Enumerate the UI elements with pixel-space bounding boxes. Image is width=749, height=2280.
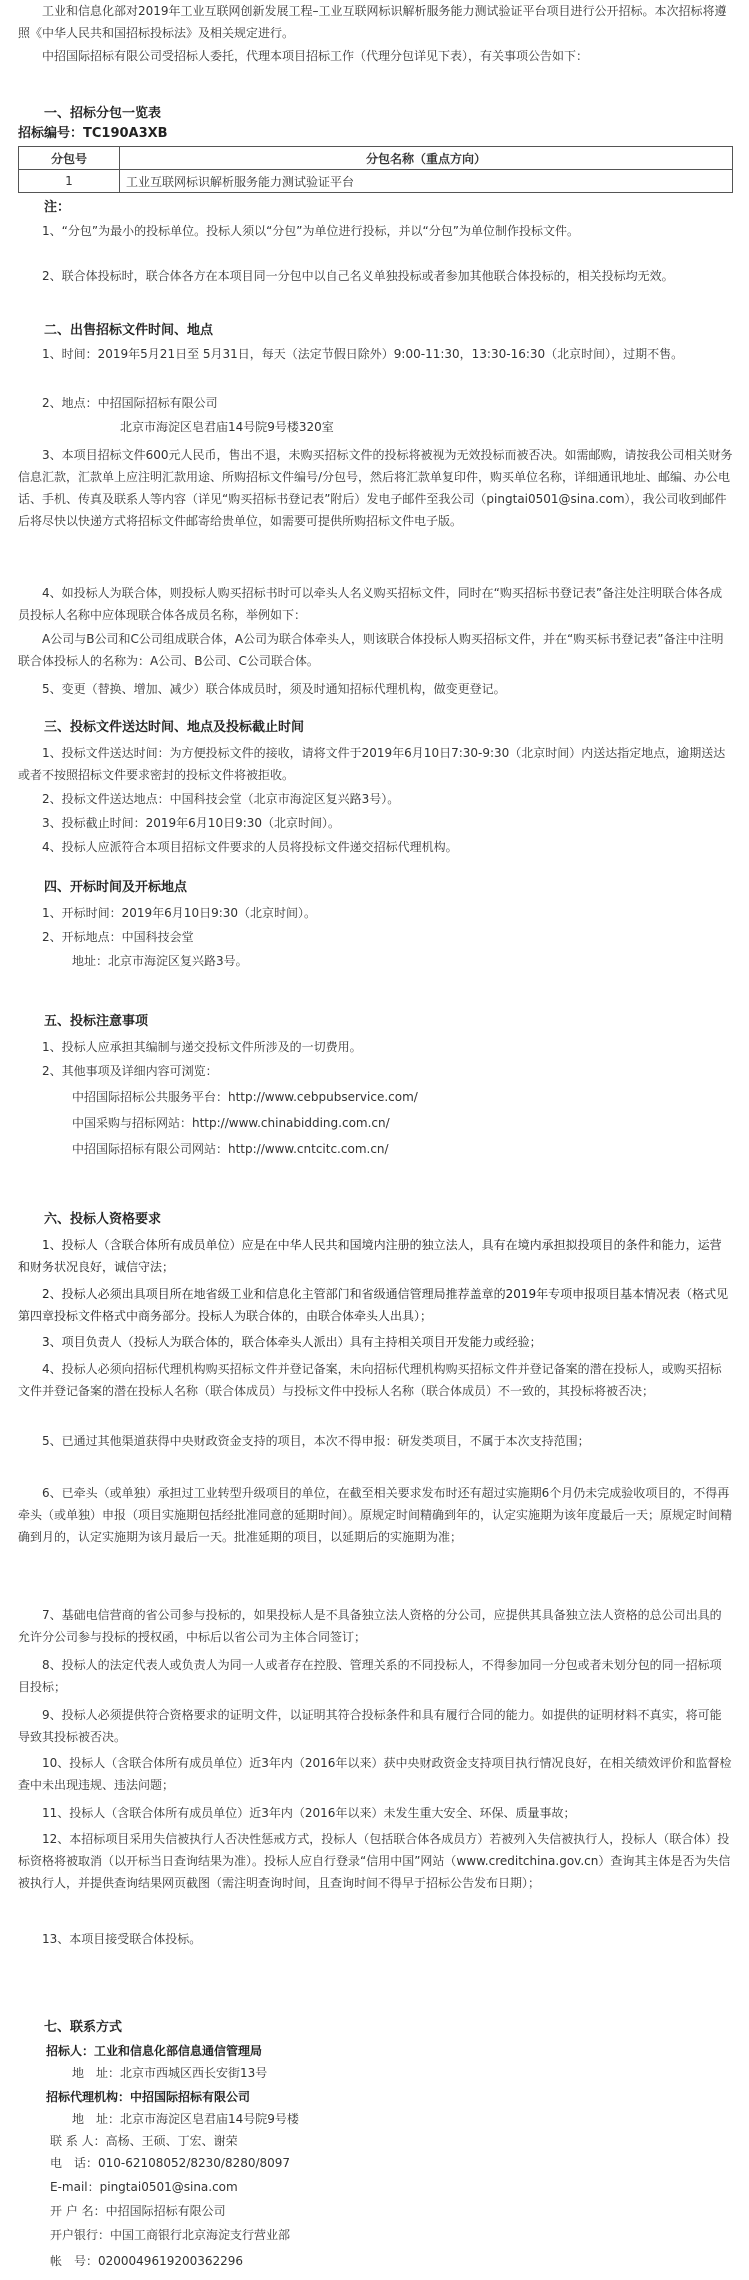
section-6-item: 1、投标人（含联合体所有成员单位）应是在中华人民共和国境内注册的独立法人，具有在境内承担拟投项目的条件和能力，运营和财务状况良好，诚信守法； (18, 1238, 722, 1274)
section-6-item: 2、投标人必须出具项目所在地省级工业和信息化主管部门和省级通信管理局推荐盖章的2019年专项申报项目基本情况表（格式见第四章投标文件格式中商务部分。投标人为联合体的，由联合体牵头人出具）； (18, 1287, 729, 1323)
agency-label: 招标代理机构：中招国际招标有限公司 (46, 2090, 251, 2104)
section-1-title: 一、招标分包一览表 (44, 106, 162, 121)
section-4-item: 1、开标时间：2019年6月10日9:30（北京时间）。 (42, 906, 317, 920)
website-link[interactable]: 中招国际招标公共服务平台：http://www.cebpubservice.com/ (72, 1090, 418, 1104)
tenderer-address: 地 址：北京市西城区西长安街13号 (72, 2066, 268, 2080)
note-item: 2、联合体投标时，联合体各方在本项目同一分包中以自己名义单独投标或者参加其他联合体投标的，相关投标均无效。 (42, 269, 674, 283)
section-6-item: 13、本项目接受联合体投标。 (42, 1932, 202, 1946)
agency-account-name: 开 户 名：中招国际招标有限公司 (50, 2204, 226, 2218)
section-3-item: 2、投标文件送达地点：中国科技会堂（北京市海淀区复兴路3号）。 (42, 792, 400, 806)
table-header-cell: 分包名称（重点方向） (120, 147, 733, 170)
package-table (18, 146, 733, 193)
tenderer-label: 招标人：工业和信息化部信息通信管理局 (46, 2044, 263, 2058)
intro-paragraph-2: 中招国际招标有限公司受招标人委托，代理本项目招标工作（代理分包详见下表），有关事项公告如下： (42, 49, 589, 63)
section-2-item: 5、变更（替换、增加、减少）联合体成员时，须及时通知招标代理机构，做变更登记。 (42, 682, 506, 696)
note-item: 1、“分包”为最小的投标单位。投标人须以“分包”为单位进行投标，并以“分包”为单位制作投标文件。 (42, 224, 579, 238)
section-6-item: 4、投标人必须向招标代理机构购买招标文件并登记备案，未向招标代理机构购买招标文件并登记备案的潜在投标人，或购买招标文件并登记备案的潜在投标人名称（联合体成员）与投标文件中投标人名称（联合体成员）不一致的，其投标将被否决； (18, 1362, 722, 1398)
section-2-item: 2、地点：中招国际招标有限公司 (42, 396, 218, 410)
website-link[interactable]: 中招国际招标有限公司网站：http://www.cntcitc.com.cn/ (72, 1142, 389, 1156)
bid-number: 招标编号：TC190A3XB (18, 126, 168, 141)
section-2-item: A公司与B公司和C公司组成联合体，A公司为联合体牵头人，则该联合体投标人购买招标文件，并在“购买标书登记表”备注中注明联合体投标人的名称为：A公司、B公司、C公司联合体。 (18, 632, 724, 668)
section-3-title: 三、投标文件送达时间、地点及投标截止时间 (44, 720, 305, 735)
notes-title: 注： (44, 200, 71, 215)
table-header-row (19, 147, 733, 170)
section-6-item: 11、投标人（含联合体所有成员单位）近3年内（2016年以来）未发生重大安全、环保、质量事故； (42, 1806, 576, 1820)
section-4-title: 四、开标时间及开标地点 (44, 880, 188, 895)
section-3-item: 4、投标人应派符合本项目招标文件要求的人员将投标文件递交招标代理机构。 (42, 840, 458, 854)
section-5-title: 五、投标注意事项 (44, 1014, 149, 1029)
section-6-item: 3、项目负责人（投标人为联合体的，联合体牵头人派出）具有主持相关项目开发能力或经验； (42, 1335, 542, 1349)
section-2-title: 二、出售招标文件时间、地点 (44, 323, 214, 338)
section-6-item: 12、本招标项目采用失信被执行人否决性惩戒方式，投标人（包括联合体各成员方）若被列入失信被执行人，投标人（联合体）投标资格将被取消（以开标当日查询结果为准）。投标人应自行登录“信用中国”网站（www.creditchina.gov.cn）查询其主体是否为失信被执行人，并提供查询结果网页截图（需注明查询时间，且查询时间不得早于招标公告发布日期）； (18, 1832, 731, 1890)
agency-bank: 开户银行：中国工商银行北京海淀支行营业部 (50, 2228, 291, 2242)
table-header-cell: 分包号 (19, 147, 120, 170)
agency-email[interactable]: E-mail：pingtai0501@sina.com (50, 2180, 238, 2194)
section-6-item: 7、基础电信营商的省公司参与投标的，如果投标人是不具备独立法人资格的分公司，应提供其具备独立法人资格的总公司出具的允许分公司参与投标的授权函，中标后以省公司为主体合同签订； (18, 1608, 722, 1644)
table-cell: 1 (19, 170, 120, 193)
section-6-title: 六、投标人资格要求 (44, 1212, 162, 1227)
website-link[interactable]: 中国采购与招标网站：http://www.chinabidding.com.cn/ (72, 1116, 390, 1130)
section-5-item: 2、其他事项及详细内容可浏览： (42, 1064, 218, 1078)
section-2-item: 1、时间：2019年5月21日至 5月31日，每天（法定节假日除外）9:00-11:30，13:30-16:30（北京时间），过期不售。 (42, 347, 684, 361)
agency-address: 地 址：北京市海淀区皂君庙14号院9号楼 (72, 2112, 299, 2126)
section-4-item: 2、开标地点：中国科技会堂 (42, 930, 194, 944)
section-6-item: 5、已通过其他渠道获得中央财政资金支持的项目，本次不得申报：研发类项目，不属于本次支持范围； (42, 1434, 590, 1448)
section-3-item: 3、投标截止时间：2019年6月10日9:30（北京时间）。 (42, 816, 341, 830)
agency-phone: 电 话：010-62108052/8230/8280/8097 (50, 2156, 291, 2170)
table-row (19, 170, 733, 193)
section-5-item: 1、投标人应承担其编制与递交投标文件所涉及的一切费用。 (42, 1040, 362, 1054)
section-4-item: 地址：北京市海淀区复兴路3号。 (72, 954, 248, 968)
section-2-item: 北京市海淀区皂君庙14号院9号楼320室 (120, 420, 334, 434)
section-6-item: 6、已牵头（或单独）承担过工业转型升级项目的单位，在截至相关要求发布时还有超过实施期6个月仍未完成验收项目的，不得再牵头（或单独）申报（项目实施期包括经批准同意的延期时间）。原规定时间精确到年的，认定实施期为该年度最后一天；原规定时间精确到月的，认定实施期为该月最后一天。批准延期的项目，以延期后的实施期为准； (18, 1486, 733, 1544)
section-6-item: 9、投标人必须提供符合资格要求的证明文件，以证明其符合投标条件和具有履行合同的能力。如提供的证明材料不真实，将可能导致其投标被否决。 (18, 1708, 722, 1744)
intro-paragraph-1: 工业和信息化部对2019年工业互联网创新发展工程–工业互联网标识解析服务能力测试验证平台项目进行公开招标。本次招标将遵照《中华人民共和国招标投标法》及相关规定进行。 (18, 4, 727, 40)
section-6-item: 10、投标人（含联合体所有成员单位）近3年内（2016年以来）获中央财政资金支持项目执行情况良好，在相关绩效评价和监督检查中未出现违规、违法问题； (18, 1756, 732, 1792)
table-cell: 工业互联网标识解析服务能力测试验证平台 (120, 170, 733, 193)
section-2-item: 3、本项目招标文件600元人民币，售出不退，未购买招标文件的投标将被视为无效投标而被否决。如需邮购，请按我公司相关财务信息汇款，汇款单上应注明汇款用途、所购招标文件编号/分包号，然后将汇款单复印件，购买单位名称，详细通讯地址、邮编、办公电话、手机、传真及联系人等内容（详见“购买招标书登记表”附后）发电子邮件至我公司（pingtai0501@sina.com），我公司收到邮件后将尽快以快递方式将招标文件邮寄给贵单位，如需要可提供所购招标文件电子版。 (18, 448, 733, 528)
section-6-item: 8、投标人的法定代表人或负责人为同一人或者存在控股、管理关系的不同投标人，不得参加同一分包或者未划分包的同一招标项目投标； (18, 1658, 722, 1694)
section-2-item: 4、如投标人为联合体，则投标人购买招标书时可以牵头人名义购买招标文件，同时在“购买招标书登记表”备注处注明联合体各成员投标人名称中应体现联合体各成员名称，举例如下： (18, 586, 723, 622)
agency-contacts: 联 系 人：高杨、王硕、丁宏、谢荣 (50, 2134, 238, 2148)
agency-account-number: 帐 号：0200049619200362296 (50, 2254, 244, 2268)
section-3-item: 1、投标文件送达时间：为方便投标文件的接收，请将文件于2019年6月10日7:30-9:30（北京时间）内送达指定地点，逾期送达或者不按照招标文件要求密封的投标文件将被拒收。 (18, 746, 726, 782)
section-7-title: 七、联系方式 (44, 2020, 123, 2035)
